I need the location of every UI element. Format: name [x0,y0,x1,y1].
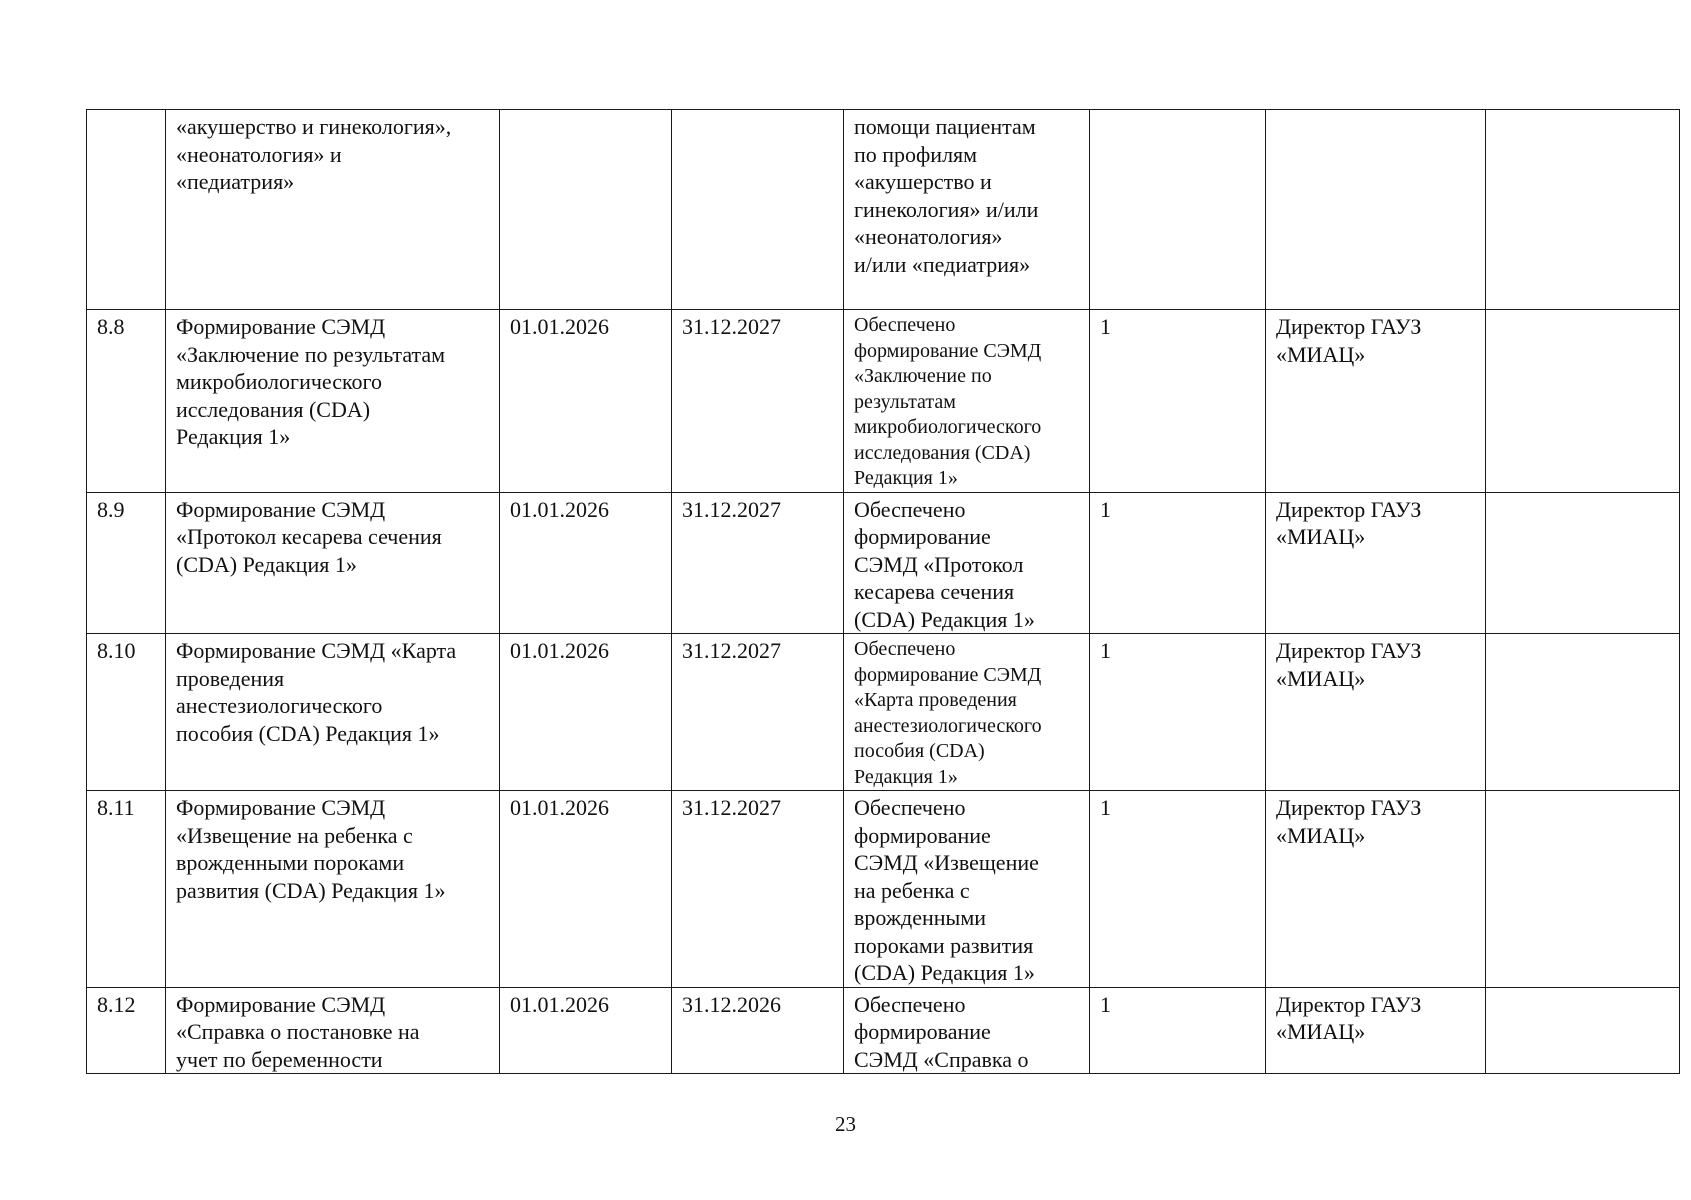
cell-end-date [672,110,844,310]
cell-end-date: 31.12.2027 [672,310,844,493]
cell-result: Обеспечено формирование СЭМД «Заключение по результатам микробиологического исследования (CDA) Редакция 1» [844,310,1090,493]
cell-value: 1 [1090,634,1266,791]
cell-responsible [1266,110,1486,310]
cell-activity: Формирование СЭМД «Справка о постановке на учет по беременности [166,987,500,1074]
cell-activity: Формирование СЭМД «Заключение по результатам микробиологического исследования (CDA) Редакция 1» [166,310,500,493]
table-row [87,492,1680,634]
cell-result: помощи пациентам по профилям «акушерство и гинекология» и/или «неонатология» и/или «педиатрия» [844,110,1090,310]
cell-start-date: 01.01.2026 [500,492,672,634]
cell-number: 8.9 [87,492,166,634]
cell-number: 8.8 [87,310,166,493]
plan-table [86,109,1680,1074]
cell-activity: Формирование СЭМД «Извещение на ребенка с врожденными пороками развития (CDA) Редакция 1» [166,791,500,988]
cell-number: 8.11 [87,791,166,988]
cell-number: 8.12 [87,987,166,1074]
cell-responsible: Директор ГАУЗ «МИАЦ» [1266,310,1486,493]
cell-note [1486,110,1680,310]
table-row [87,791,1680,988]
cell-start-date [500,110,672,310]
cell-note [1486,310,1680,493]
cell-responsible: Директор ГАУЗ «МИАЦ» [1266,634,1486,791]
cell-start-date: 01.01.2026 [500,791,672,988]
table-row [87,110,1680,310]
cell-value: 1 [1090,987,1266,1074]
cell-end-date: 31.12.2027 [672,791,844,988]
table-row [87,987,1680,1074]
cell-end-date: 31.12.2027 [672,634,844,791]
table-row [87,634,1680,791]
table-row [87,310,1680,493]
cell-activity: «акушерство и гинекология», «неонатология» и «педиатрия» [166,110,500,310]
cell-note [1486,492,1680,634]
cell-start-date: 01.01.2026 [500,634,672,791]
cell-result: Обеспечено формирование СЭМД «Справка о [844,987,1090,1074]
cell-note [1486,987,1680,1074]
cell-start-date: 01.01.2026 [500,987,672,1074]
cell-number [87,110,166,310]
cell-end-date: 31.12.2027 [672,492,844,634]
cell-end-date: 31.12.2026 [672,987,844,1074]
cell-responsible: Директор ГАУЗ «МИАЦ» [1266,987,1486,1074]
cell-note [1486,791,1680,988]
cell-activity: Формирование СЭМД «Карта проведения анестезиологического пособия (CDA) Редакция 1» [166,634,500,791]
cell-result: Обеспечено формирование СЭМД «Карта проведения анестезиологического пособия (CDA) Редакция 1» [844,634,1090,791]
cell-value: 1 [1090,492,1266,634]
cell-value [1090,110,1266,310]
cell-value: 1 [1090,791,1266,988]
cell-responsible: Директор ГАУЗ «МИАЦ» [1266,492,1486,634]
cell-result: Обеспечено формирование СЭМД «Извещение на ребенка с врожденными пороками развития (CDA) Редакция 1» [844,791,1090,988]
cell-value: 1 [1090,310,1266,493]
cell-start-date: 01.01.2026 [500,310,672,493]
cell-result: Обеспечено формирование СЭМД «Протокол кесарева сечения (CDA) Редакция 1» [844,492,1090,634]
page-number: 23 [835,1112,856,1136]
cell-number: 8.10 [87,634,166,791]
cell-responsible: Директор ГАУЗ «МИАЦ» [1266,791,1486,988]
cell-activity: Формирование СЭМД «Протокол кесарева сечения (CDA) Редакция 1» [166,492,500,634]
cell-note [1486,634,1680,791]
